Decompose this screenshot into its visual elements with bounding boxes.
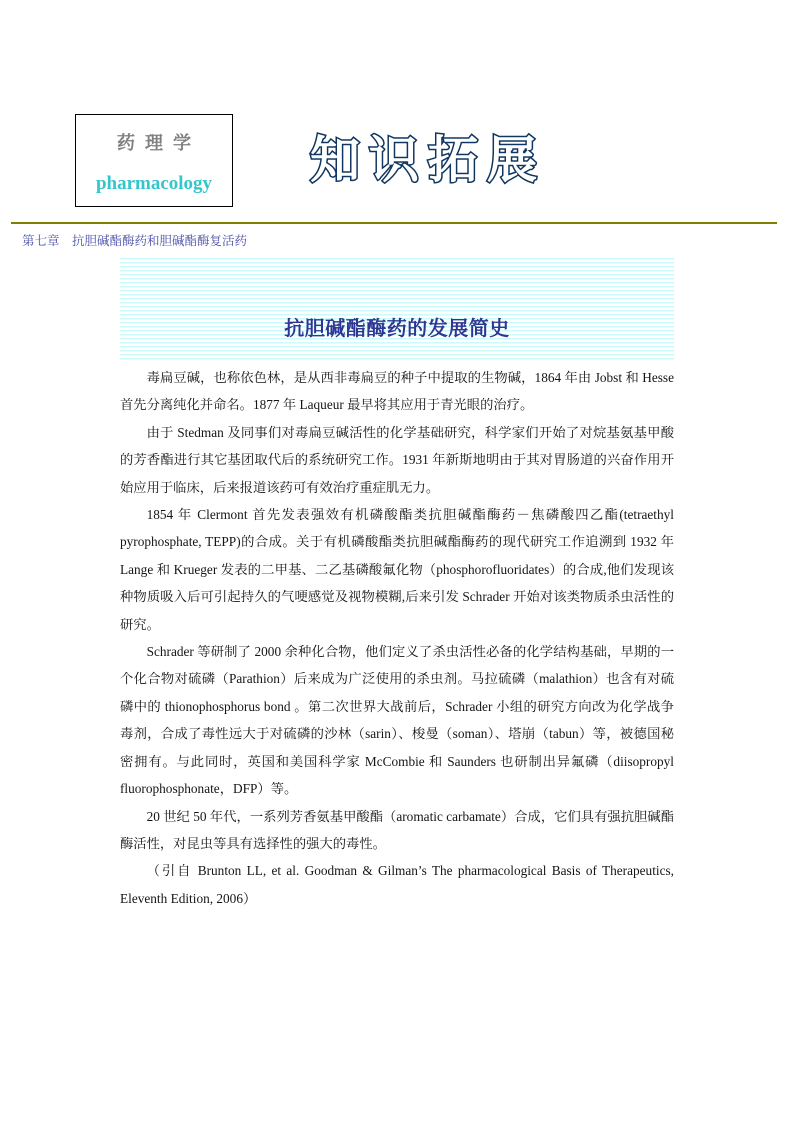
article-title: 抗胆碱酯酶药的发展简史 xyxy=(284,316,510,340)
paragraph-clermont: 1854 年 Clermont 首先发表强效有机磷酸酯类抗胆碱酯酶药－焦磷酸四乙酯(tetraethyl pyrophosphate, TEPP)的合成。关于有机磷酸酯类抗胆碱酯酶药的现代研究工作追溯到 1932 年 Lange 和 Krueger 发表的二甲基、二乙基磷酸氟化物（phosphorofluoridates）的合成,他们发现该种物质吸入后可引起持久的气哽感觉及视物模糊,后来引发 Schrader 开始对该类物质杀虫活性的研究。 xyxy=(120,507,674,632)
paragraph-stedman: 由于 Stedman 及同事们对毒扁豆碱活性的化学基础研究，科学家们开始了对烷基氨基甲酸的芳香酯进行其它基团取代后的系统研究工作。1931 年新斯地明由于其对胃肠道的兴奋作用开始应用于临床，后来报道该药可有效治疗重症肌无力。 xyxy=(120,424,674,495)
title-striped-band xyxy=(120,258,674,360)
header-divider xyxy=(11,222,777,224)
paragraph-physostigmine: 毒扁豆碱，也称依色林，是从西非毒扁豆的种子中提取的生物碱，1864 年由 Jobst 和 Hesse 首先分离纯化并命名。1877 年 Laqueur 最早将其应用于青光眼的治疗。 xyxy=(120,370,674,413)
paragraph-schrader: Schrader 等研制了 2000 余种化合物，他们定义了杀虫活性必备的化学结构基础，早期的一个化合物对硫磷（Parathion）后来成为广泛使用的杀虫剂。马拉硫磷（malathion）也含有对硫磷中的 thionophosphorus bond 。第二次世界大战前后，Schrader 小组的研究方向改为化学战争毒剂，合成了毒性远大于对硫磷的沙林（sarin）、梭曼（soman）、塔崩（tabun）等，被德国秘密拥有。与此同时，英国和美国科学家 McCombie 和 Saunders 也研制出异氟磷（diisopropyl fluorophosphonate，DFP）等。 xyxy=(120,644,674,797)
chapter-heading: 第七章 抗胆碱酯酶药和胆碱酯酶复活药 xyxy=(22,233,248,248)
article-body xyxy=(120,364,674,912)
citation: （引自 Brunton LL, et al. Goodman & Gilman’s The pharmacological Basis of Therapeutics, Eleventh Edition, 2006） xyxy=(120,863,674,906)
paragraph-carbamate: 20 世纪 50 年代，一系列芳香氨基甲酸酯（aromatic carbamate）合成，它们具有强抗胆碱酯酶活性，对昆虫等具有选择性的强大的毒性。 xyxy=(120,808,674,851)
banner-title: 知识拓展 xyxy=(310,131,546,189)
brand-box xyxy=(75,114,233,207)
brand-english-label: pharmacology xyxy=(95,173,213,194)
brand-chinese-label: 药理学 xyxy=(117,133,201,154)
